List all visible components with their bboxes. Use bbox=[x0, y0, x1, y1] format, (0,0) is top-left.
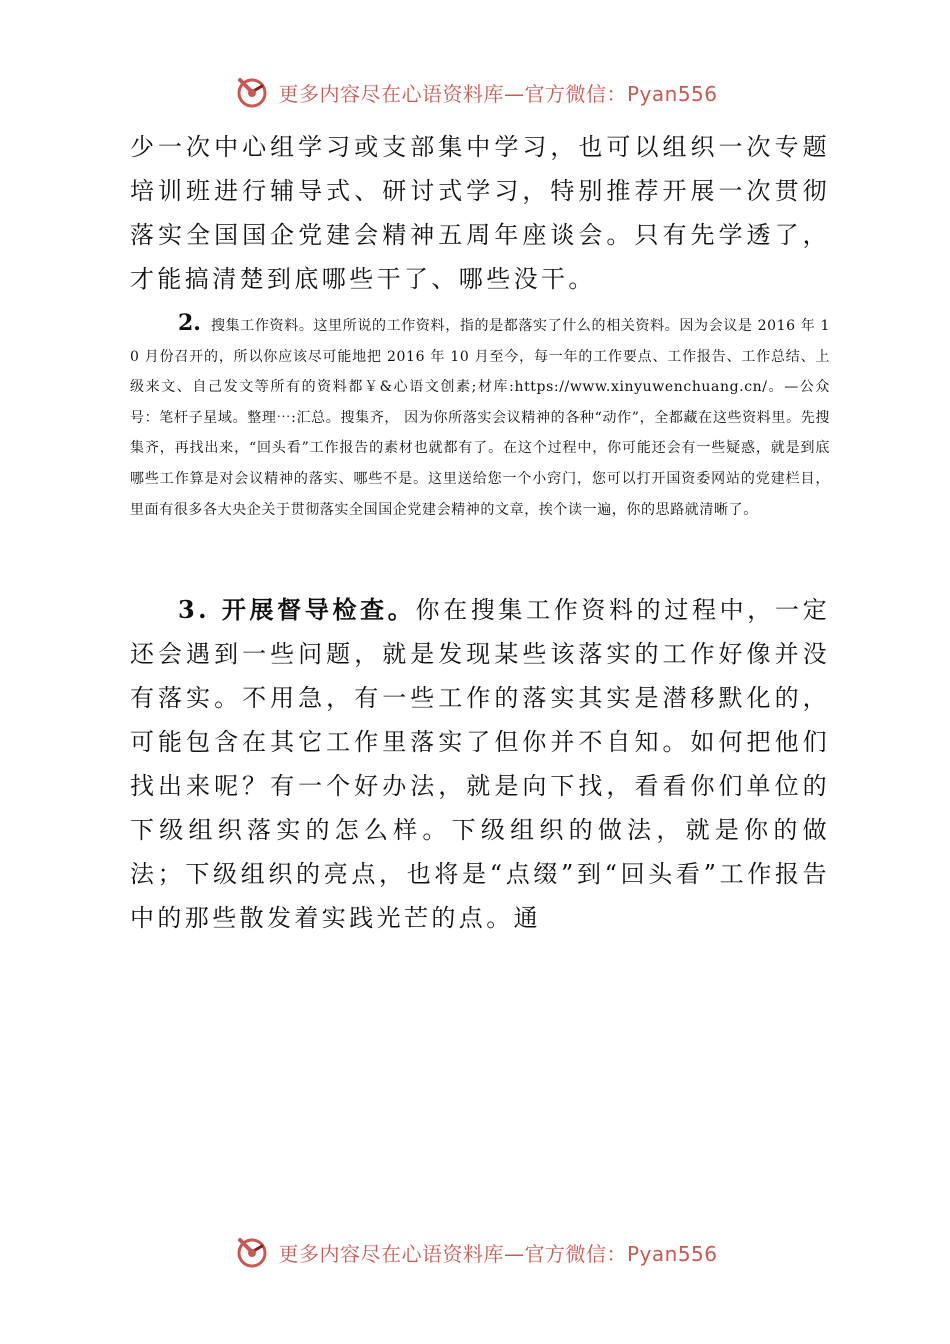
watermark-text: 更多内容尽在心语资料库—官方微信：Pyan556 bbox=[278, 81, 718, 106]
wechat-id: Pyan556 bbox=[626, 81, 718, 106]
logo-icon bbox=[232, 72, 272, 112]
watermark-banner-bottom bbox=[0, 1230, 950, 1274]
paragraph-2-text: 搜集工作资料。这里所说的工作资料，指的是都落实了什么的相关资料。因为会议是 2016 年 10 月份召开的，所以你应该尽可能地把 2016 年 10 月至今，每一年的工作要点、工作报告、工作总结、上级来文、自己发文等所有的资料都￥&心语文创素;材库:https://www.xinyuwenchuang.cn/。—公众号：笔杆子星域。整理⋯:汇总。搜集齐， 因为你所落实会议精神的各种“动作”，全都藏在这些资料里。先搜集齐，再找出来，“回头看”工作报告的素材也就都有了。在这个过程中，你可能还会有一些疑惑，就是到底哪些工作算是对会议精神的落实、哪些不是。这里送给您一个小窍门，您可以打开国资委网站的党建栏目，里面有很多各大央企关于贯彻落实全国国企党建会精神的文章，挨个读一遍，你的思路就清晰了。 bbox=[130, 318, 830, 518]
paragraph-3-text: 你在搜集工作资料的过程中，一定还会遇到一些问题，就是发现某些该落实的工作好像并没有落实。不用急，有一些工作的落实其实是潜移默化的，可能包含在其它工作里落实了但你并不自知。如何把他们找出来呢？有一个好办法，就是向下找，看看你们单位的下级组织落实的怎么样。下级组织的做法，就是你的做法；下级组织的亮点，也将是“点缀”到“回头看”工作报告中的那些散发着实践光芒的点。通 bbox=[130, 596, 831, 932]
watermark-banner-top bbox=[0, 70, 950, 114]
logo-icon bbox=[232, 1232, 272, 1272]
item-number-2: 2. bbox=[178, 310, 201, 336]
paragraph-3 bbox=[130, 588, 830, 940]
paragraph-1: 少一次中心组学习或支部集中学习，也可以组织一次专题培训班进行辅导式、研讨式学习，特别推荐开展一次贯彻落实全国国企党建会精神五周年座谈会。只有先学透了，才能搞清楚到底哪些干了、哪些没干。 bbox=[130, 133, 830, 293]
paragraph-3-heading: 3. 开展督导检查。 bbox=[178, 595, 416, 624]
watermark-text: 更多内容尽在心语资料库—官方微信：Pyan556 bbox=[278, 1241, 718, 1266]
paragraph-2 bbox=[130, 308, 830, 525]
wechat-id: Pyan556 bbox=[626, 1241, 718, 1266]
